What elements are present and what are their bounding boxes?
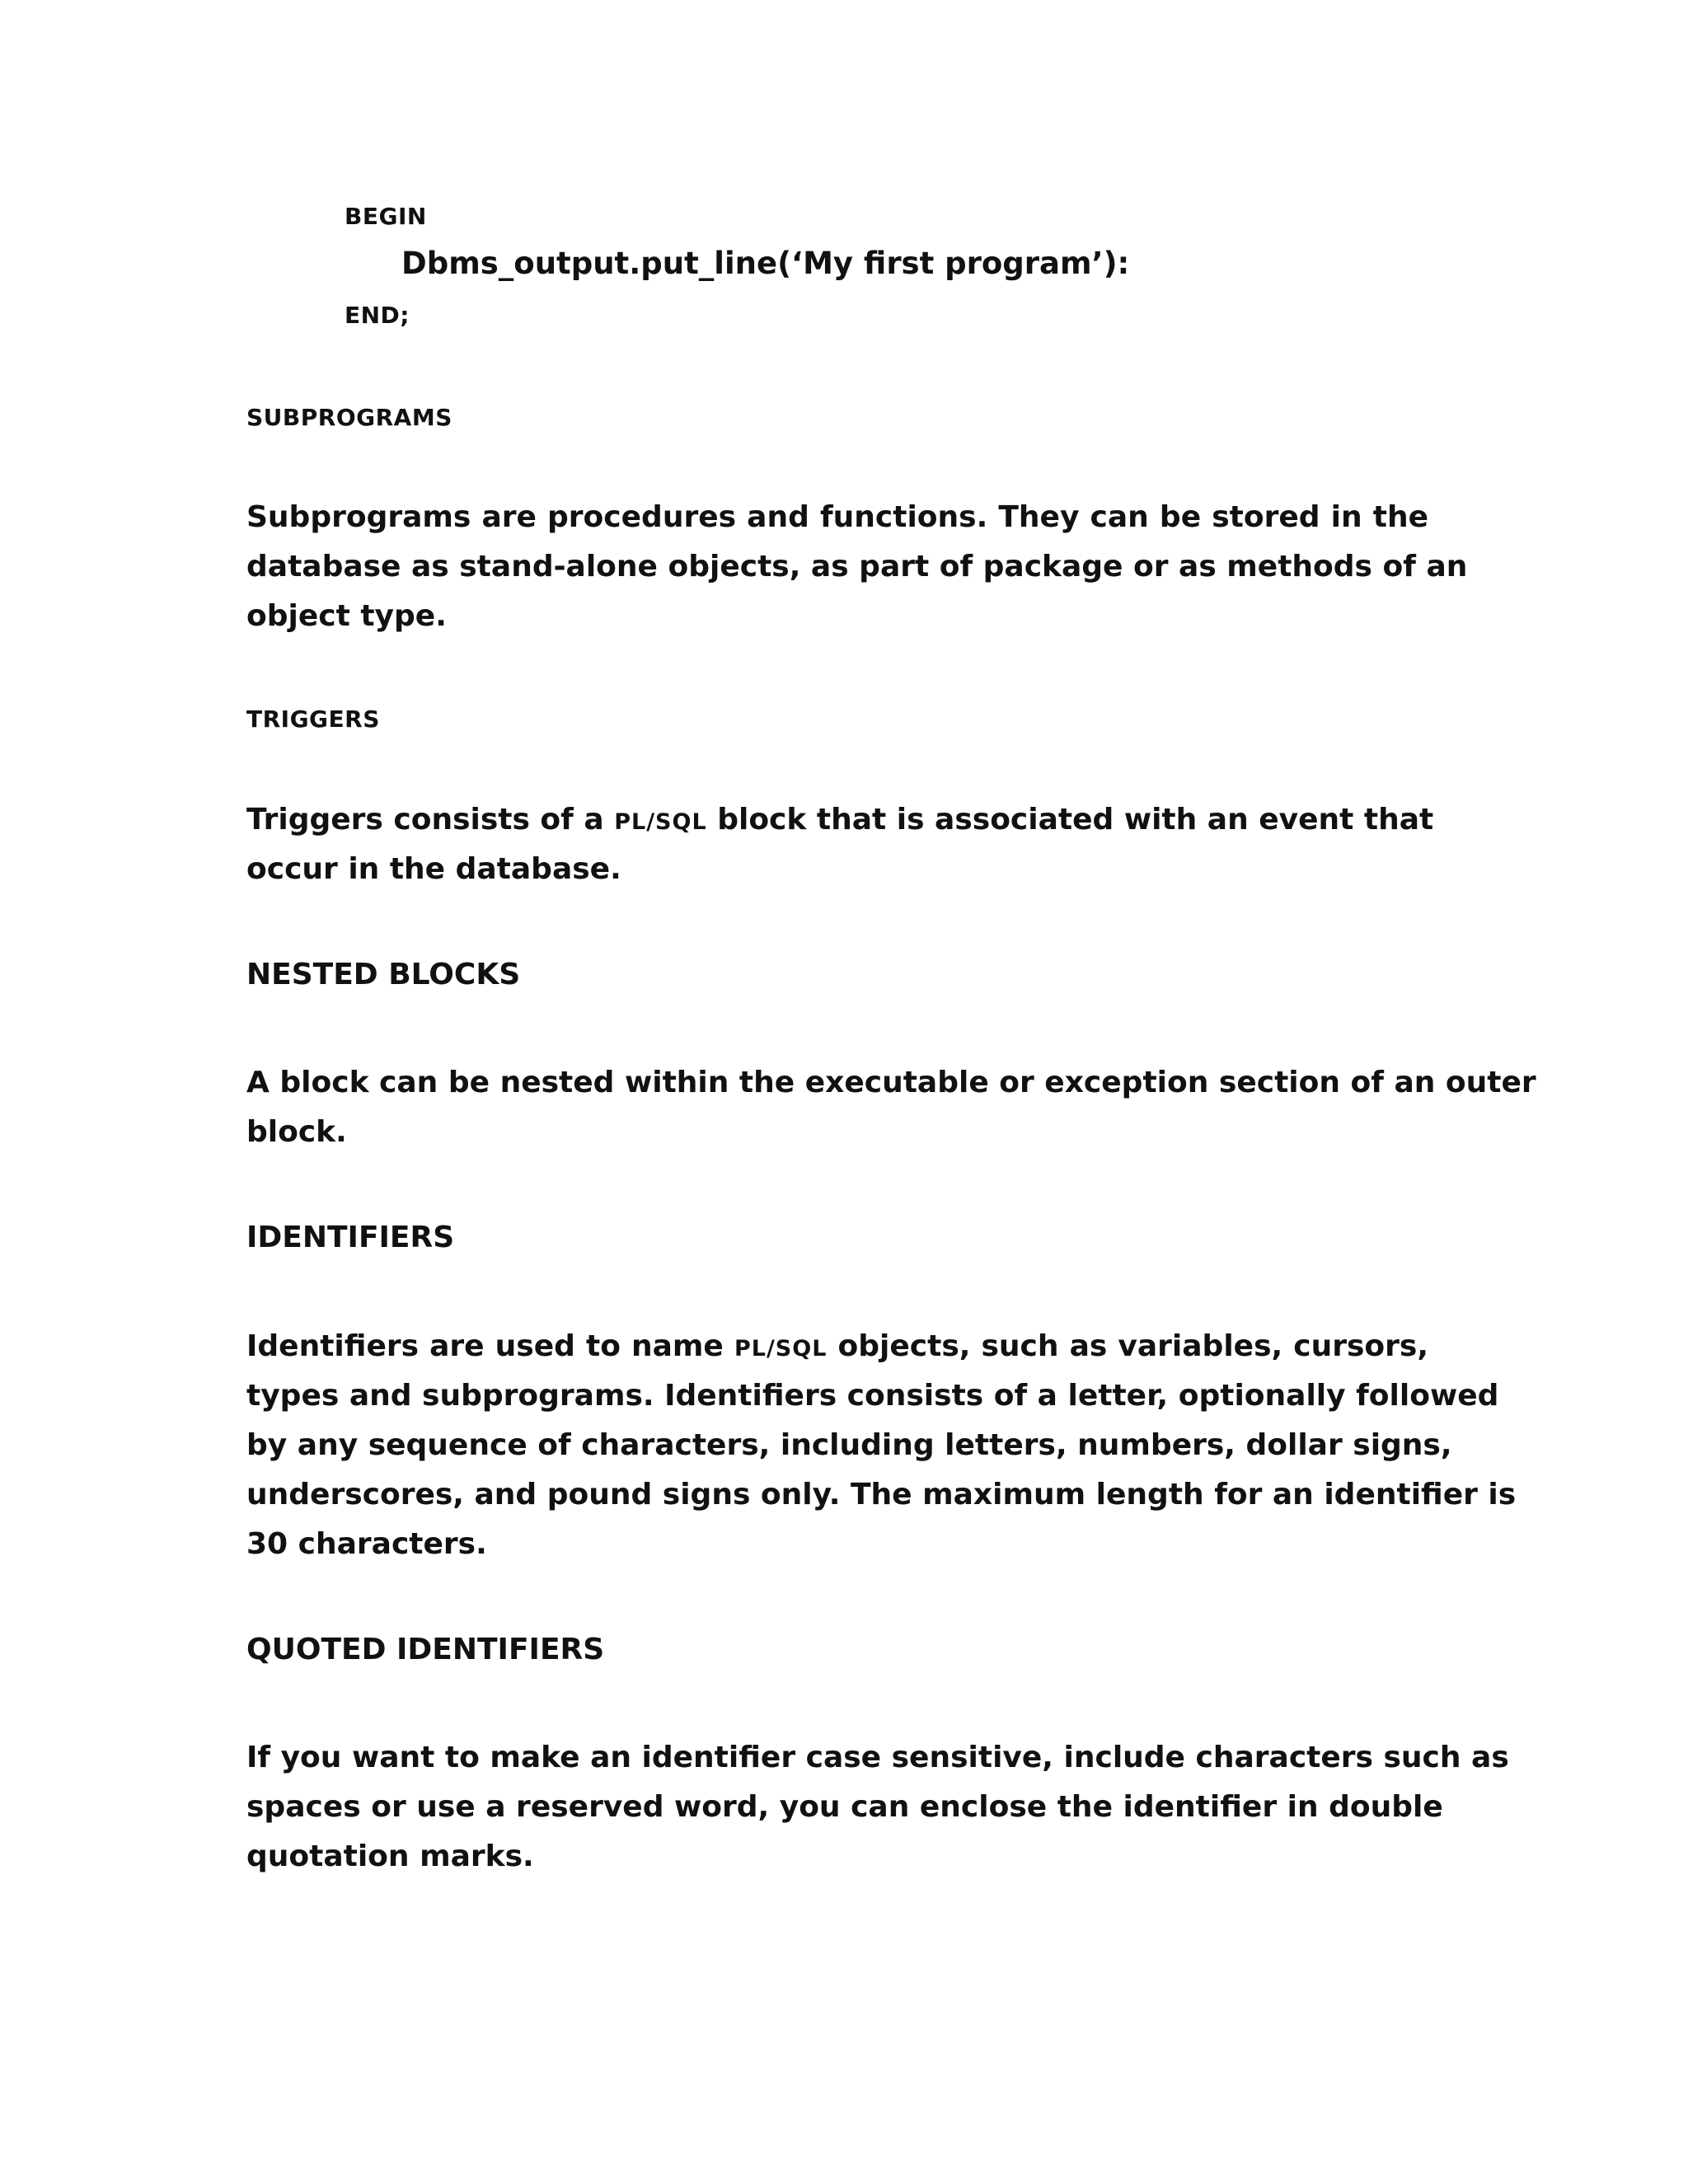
triggers-paragraph <box>246 795 1434 894</box>
code-statement: Dbms_output.put_line(‘My first program’): <box>401 246 1130 281</box>
plsql-term: PL/SQL <box>614 809 707 835</box>
nested-blocks-heading: NESTED BLOCKS <box>246 958 521 991</box>
identifiers-paragraph <box>246 1322 1517 1569</box>
quoted-identifiers-heading: QUOTED IDENTIFIERS <box>246 1633 605 1666</box>
paragraph-line: spaces or use a reserved word, you can enclose the identifier in double <box>246 1790 1443 1824</box>
paragraph-line <box>246 1322 1428 1371</box>
paragraph-line: object type. <box>246 599 447 633</box>
triggers-heading: TRIGGERS <box>246 705 380 733</box>
paragraph-line: occur in the database. <box>246 852 621 886</box>
paragraph-line: Subprograms are procedures and functions. They can be stored in the <box>246 500 1428 534</box>
text-run: objects, such as variables, cursors, <box>837 1329 1429 1363</box>
paragraph-line <box>246 795 1434 845</box>
text-run: Triggers consists of a <box>246 803 604 837</box>
paragraph-line: 30 characters. <box>246 1527 487 1561</box>
paragraph-line: If you want to make an identifier case sensitive, include characters such as <box>246 1741 1509 1774</box>
paragraph-line: underscores, and pound signs only. The maximum length for an identifier is <box>246 1478 1517 1511</box>
paragraph-line: types and subprograms. Identifiers consists of a letter, optionally followed <box>246 1379 1499 1413</box>
subprograms-heading: SUBPROGRAMS <box>246 404 452 431</box>
paragraph-line: A block can be nested within the executable or exception section of an outer <box>246 1066 1536 1099</box>
nested-blocks-paragraph <box>246 1058 1536 1157</box>
paragraph-line: by any sequence of characters, including letters, numbers, dollar signs, <box>246 1428 1452 1462</box>
text-run: Identifiers are used to name <box>246 1329 724 1363</box>
plsql-term: PL/SQL <box>734 1336 828 1361</box>
code-begin: BEGIN <box>345 203 427 230</box>
text-run: block that is associated with an event that <box>717 803 1434 837</box>
paragraph-line: block. <box>246 1115 347 1149</box>
code-end: END; <box>345 302 410 329</box>
quoted-identifiers-paragraph <box>246 1733 1509 1882</box>
paragraph-line: database as stand-alone objects, as part of package or as methods of an <box>246 550 1468 583</box>
paragraph-line: quotation marks. <box>246 1840 534 1873</box>
subprograms-paragraph <box>246 493 1468 641</box>
identifiers-heading: IDENTIFIERS <box>246 1221 455 1254</box>
